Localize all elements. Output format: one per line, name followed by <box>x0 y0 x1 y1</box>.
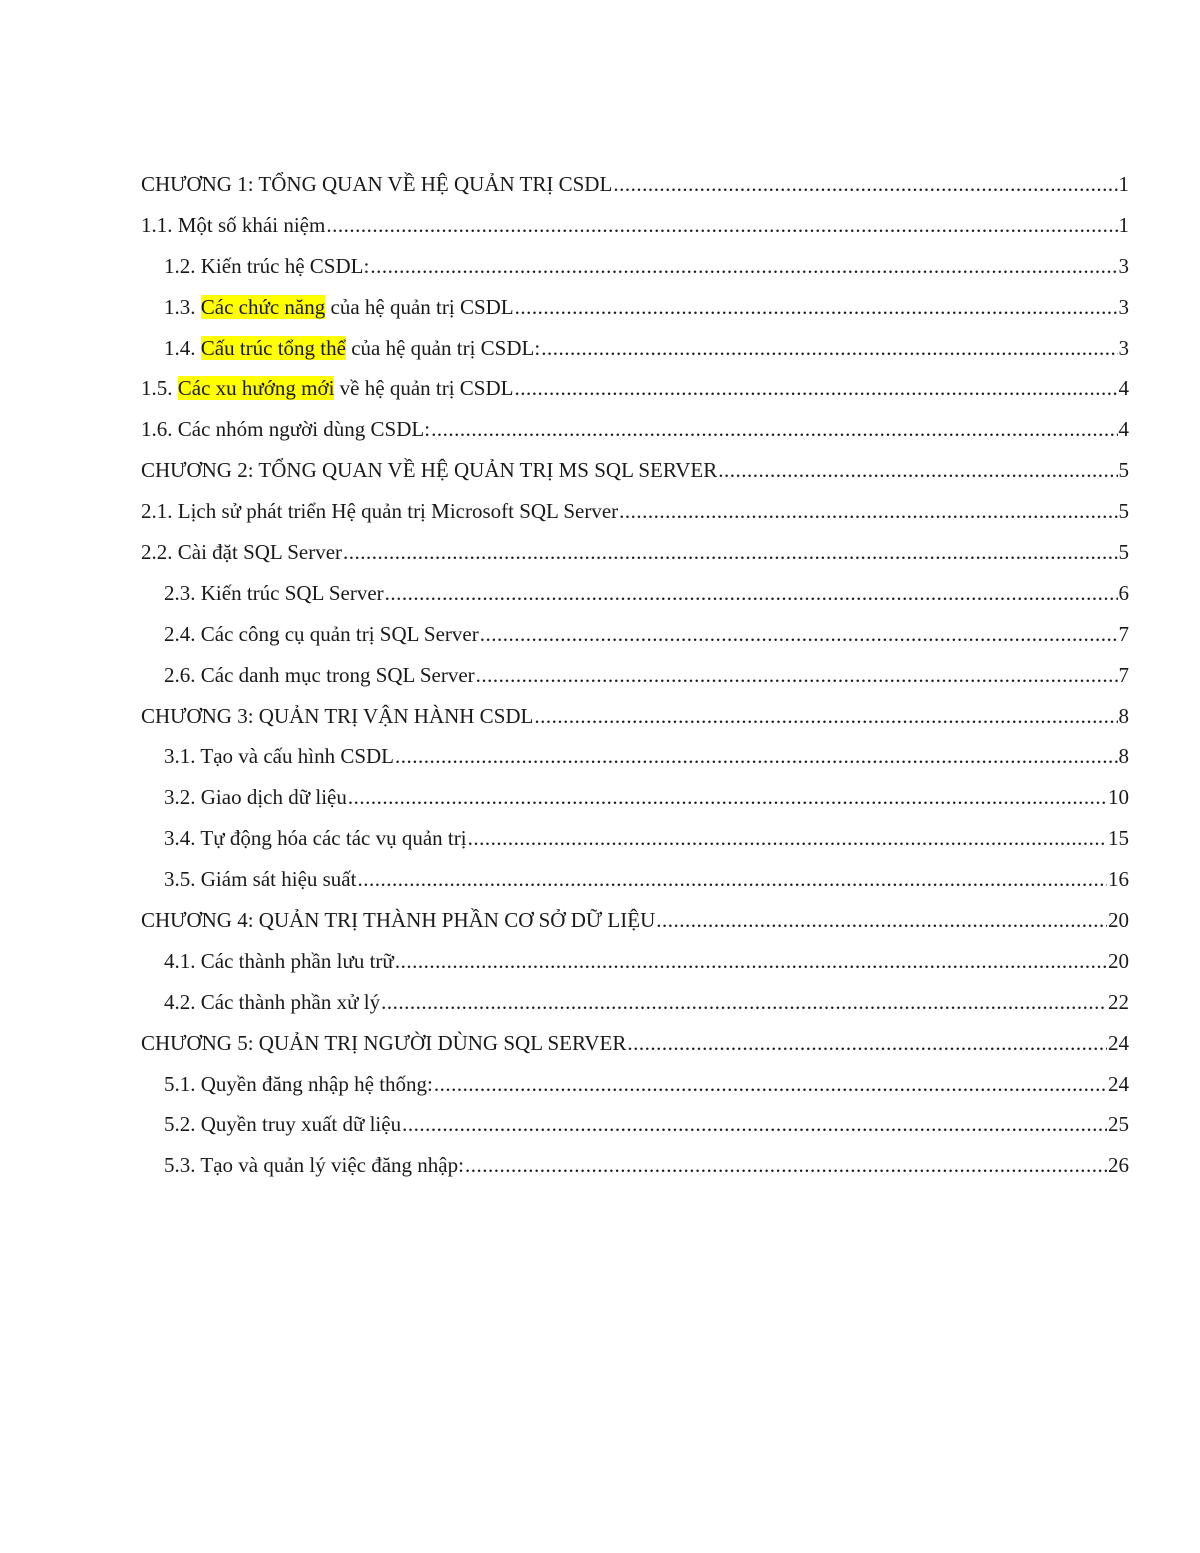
dot-leader <box>395 736 1118 777</box>
toc-entry-title <box>164 1064 433 1105</box>
dot-leader <box>718 450 1117 491</box>
toc-entry[interactable] <box>141 1064 1129 1105</box>
toc-entry-title <box>141 696 533 737</box>
toc-entry-title <box>164 818 467 859</box>
toc-entry-text: Các nhóm người dùng CSDL: <box>177 417 431 442</box>
dot-leader <box>627 1023 1107 1064</box>
toc-entry-text: CHƯƠNG 5: QUẢN TRỊ NGƯỜI DÙNG SQL SERVER <box>141 1030 627 1055</box>
toc-page-number: 5 <box>1118 458 1129 483</box>
dot-leader <box>395 941 1107 982</box>
toc-entry[interactable] <box>141 573 1129 614</box>
toc-entry-number: 4.1. <box>164 948 201 973</box>
dot-leader <box>357 859 1107 900</box>
toc-entry[interactable] <box>141 941 1129 982</box>
dot-leader <box>541 328 1117 369</box>
toc-entry-title <box>141 164 612 205</box>
toc-entry-text: Quyền truy xuất dữ liệu <box>200 1112 402 1137</box>
dot-leader <box>385 573 1118 614</box>
toc-entry-text: Giám sát hiệu suất <box>200 867 357 892</box>
toc-entry-number: 5.3. <box>164 1153 201 1178</box>
toc-entry-text: CHƯƠNG 4: QUẢN TRỊ THÀNH PHẦN CƠ SỞ DỮ LIỆU <box>141 908 656 933</box>
toc-entry[interactable] <box>141 1023 1129 1064</box>
toc-page-number: 3 <box>1118 294 1129 319</box>
toc-entry-text: Các thành phần xử lý <box>200 989 381 1014</box>
toc-entry-number: 2.1. <box>141 499 178 524</box>
toc-page-number: 5 <box>1118 499 1129 524</box>
toc-page-number: 4 <box>1118 376 1129 401</box>
toc-entry[interactable] <box>141 900 1129 941</box>
toc-page-number: 3 <box>1118 253 1129 278</box>
toc-entry-title <box>164 941 394 982</box>
toc-entry-number: 3.5. <box>164 867 201 892</box>
toc-entry[interactable] <box>141 164 1129 205</box>
toc-entry-text: Tự động hóa các tác vụ quản trị <box>200 826 467 851</box>
toc-entry-title <box>164 614 479 655</box>
toc-entry-number: 5.2. <box>164 1112 201 1137</box>
toc-entry-title <box>164 777 347 818</box>
dot-leader <box>348 777 1107 818</box>
toc-entry-title <box>164 328 540 369</box>
toc-entry-number: 1.6. <box>141 417 178 442</box>
toc-entry-title <box>164 982 380 1023</box>
toc-entry-text: Các danh mục trong SQL Server <box>200 662 475 687</box>
dot-leader <box>343 532 1117 573</box>
table-of-contents <box>141 164 1129 1186</box>
toc-page-number: 1 <box>1118 212 1129 237</box>
dot-leader <box>480 614 1118 655</box>
toc-entry-title <box>141 900 655 941</box>
toc-entry-number: 2.6. <box>164 662 201 687</box>
toc-page-number: 8 <box>1118 703 1129 728</box>
toc-entry[interactable] <box>141 409 1129 450</box>
toc-entry-title <box>141 450 717 491</box>
toc-entry[interactable] <box>141 532 1129 573</box>
toc-entry-text: Một số khái niệm <box>177 212 326 237</box>
toc-entry[interactable] <box>141 205 1129 246</box>
highlighted-text: Các chức năng <box>200 294 326 319</box>
dot-leader <box>476 655 1118 696</box>
toc-page-number: 22 <box>1108 989 1129 1014</box>
toc-entry-title <box>141 532 342 573</box>
toc-entry[interactable] <box>141 328 1129 369</box>
toc-page-number: 20 <box>1108 908 1129 933</box>
toc-entry-text: Tạo và cấu hình CSDL <box>200 744 394 769</box>
toc-entry-text: Tạo và quản lý việc đăng nhập: <box>200 1153 464 1178</box>
toc-entry-title <box>141 1023 626 1064</box>
toc-page-number: 6 <box>1118 580 1129 605</box>
toc-entry-text: của hệ quản trị CSDL: <box>345 335 541 360</box>
toc-entry-title <box>164 1104 401 1145</box>
toc-entry-number: 4.2. <box>164 989 201 1014</box>
toc-entry-text: Lịch sử phát triển Hệ quản trị Microsoft SQL Server <box>177 499 619 524</box>
dot-leader <box>534 696 1117 737</box>
toc-page-number: 24 <box>1108 1030 1129 1055</box>
toc-entry-number: 3.2. <box>164 785 201 810</box>
toc-page-number: 4 <box>1118 417 1129 442</box>
toc-entry[interactable] <box>141 491 1129 532</box>
toc-page-number: 10 <box>1108 785 1129 810</box>
toc-page-number: 1 <box>1118 172 1129 196</box>
toc-page-number: 7 <box>1118 621 1129 646</box>
toc-entry[interactable] <box>141 246 1129 287</box>
toc-entry[interactable] <box>141 777 1129 818</box>
toc-entry-number: 1.2. <box>164 253 201 278</box>
toc-page-number: 24 <box>1108 1071 1129 1096</box>
dot-leader <box>381 982 1107 1023</box>
toc-entry-number: 5.1. <box>164 1071 201 1096</box>
toc-entry-title <box>164 655 475 696</box>
highlighted-text: Cấu trúc tổng thể <box>200 335 346 360</box>
toc-entry[interactable] <box>141 287 1129 328</box>
toc-page-number: 8 <box>1118 744 1129 769</box>
toc-page-number: 16 <box>1108 867 1129 892</box>
dot-leader <box>514 368 1117 409</box>
toc-entry-text: Kiến trúc SQL Server <box>200 580 384 605</box>
toc-page-number: 26 <box>1108 1153 1129 1178</box>
toc-entry-text: CHƯƠNG 1: TỔNG QUAN VỀ HỆ QUẢN TRỊ CSDL <box>141 172 613 196</box>
toc-entry-text: Các công cụ quản trị SQL Server <box>200 621 479 646</box>
dot-leader <box>619 491 1117 532</box>
toc-page-number: 3 <box>1118 335 1129 360</box>
dot-leader <box>515 287 1118 328</box>
toc-page-number: 5 <box>1118 540 1129 565</box>
toc-entry[interactable] <box>141 450 1129 491</box>
toc-entry-title <box>164 1145 464 1186</box>
toc-entry-title <box>164 246 369 287</box>
toc-entry[interactable] <box>141 1104 1129 1145</box>
toc-entry[interactable] <box>141 818 1129 859</box>
toc-entry-text: Kiến trúc hệ CSDL: <box>200 253 370 278</box>
toc-entry-number: 1.5. <box>141 376 178 401</box>
toc-entry-title <box>141 205 325 246</box>
toc-entry-title <box>164 736 394 777</box>
toc-entry-number: 2.4. <box>164 621 201 646</box>
toc-page-number: 25 <box>1108 1112 1129 1137</box>
toc-entry-title <box>141 368 513 409</box>
toc-entry[interactable] <box>141 368 1129 409</box>
toc-entry-number: 1.4. <box>164 335 201 360</box>
toc-entry-text: Quyền đăng nhập hệ thống: <box>200 1071 433 1096</box>
toc-entry-number: 3.4. <box>164 826 201 851</box>
toc-page-number: 20 <box>1108 948 1129 973</box>
highlighted-text: Các xu hướng mới <box>177 376 335 401</box>
toc-entry[interactable] <box>141 736 1129 777</box>
toc-entry-title <box>141 491 618 532</box>
toc-entry-title <box>141 409 430 450</box>
toc-entry[interactable] <box>141 696 1129 737</box>
toc-entry-text: Cài đặt SQL Server <box>177 540 343 565</box>
toc-entry[interactable] <box>141 614 1129 655</box>
dot-leader <box>613 164 1117 205</box>
dot-leader <box>656 900 1107 941</box>
toc-entry[interactable] <box>141 859 1129 900</box>
toc-entry[interactable] <box>141 982 1129 1023</box>
toc-entry-title <box>164 287 514 328</box>
toc-entry-text: Các thành phần lưu trữ <box>200 948 394 973</box>
toc-entry-text: Giao dịch dữ liệu <box>200 785 347 810</box>
dot-leader <box>370 246 1117 287</box>
toc-entry-number: 2.3. <box>164 580 201 605</box>
dot-leader <box>468 818 1107 859</box>
dot-leader <box>431 409 1117 450</box>
toc-page-number: 7 <box>1118 662 1129 687</box>
toc-entry-title <box>164 859 356 900</box>
dot-leader <box>326 205 1117 246</box>
dot-leader <box>402 1104 1107 1145</box>
toc-entry-title <box>164 573 384 614</box>
toc-entry-text: CHƯƠNG 3: QUẢN TRỊ VẬN HÀNH CSDL <box>141 703 534 728</box>
toc-entry-number: 1.3. <box>164 294 201 319</box>
toc-entry-number: 3.1. <box>164 744 201 769</box>
toc-entry-text: của hệ quản trị CSDL <box>325 294 514 319</box>
dot-leader <box>434 1064 1107 1105</box>
toc-entry-number: 2.2. <box>141 540 178 565</box>
dot-leader <box>465 1145 1107 1186</box>
toc-entry[interactable] <box>141 1145 1129 1186</box>
toc-entry-text: CHƯƠNG 2: TỔNG QUAN VỀ HỆ QUẢN TRỊ MS SQL SERVER <box>141 458 718 483</box>
toc-entry-number: 1.1. <box>141 212 178 237</box>
toc-entry-text: về hệ quản trị CSDL <box>334 376 514 401</box>
toc-page-number: 15 <box>1108 826 1129 851</box>
toc-entry[interactable] <box>141 655 1129 696</box>
